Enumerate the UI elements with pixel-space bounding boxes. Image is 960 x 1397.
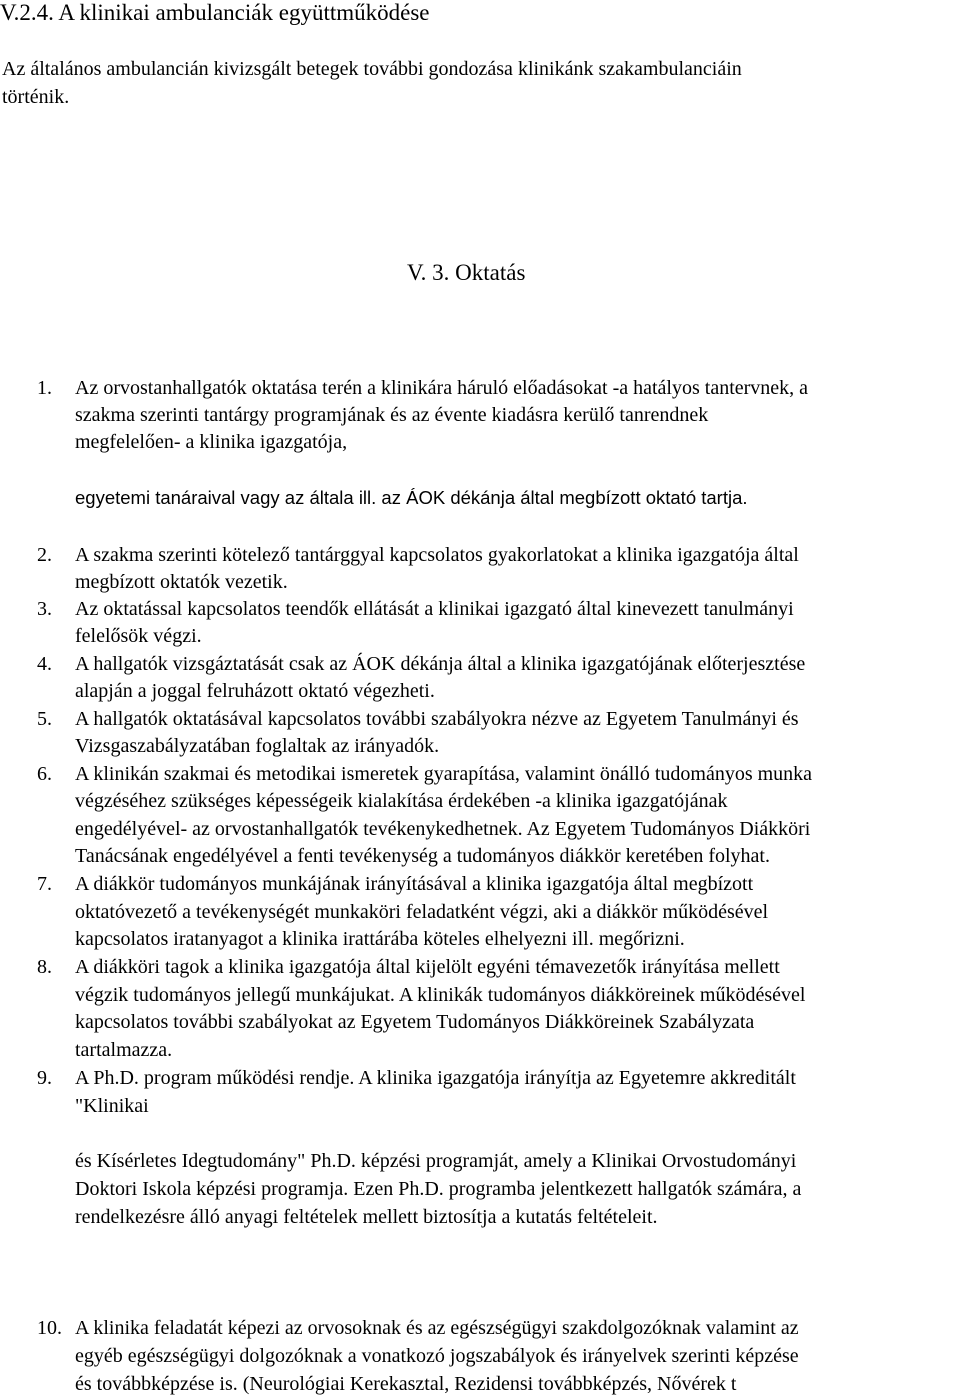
- item-line: Vizsgaszabályzatában foglaltak az irányadók.: [75, 735, 440, 757]
- item-line: kapcsolatos iratanyagot a klinika irattárába köteles elhelyezni ill. megőrizni.: [75, 928, 685, 950]
- item-number: 9.: [37, 1067, 52, 1089]
- item-line: A Ph.D. program működési rendje. A klinika igazgatója irányítja az Egyetemre akkreditált: [75, 1067, 796, 1089]
- item-line: Az oktatással kapcsolatos teendők ellátását a klinikai igazgató által kinevezett tanulmányi: [75, 598, 794, 620]
- item-line: Doktori Iskola képzési programja. Ezen Ph.D. programba jelentkezett hallgatók számára, a: [75, 1178, 802, 1200]
- item-continuation: egyetemi tanáraival vagy az általa ill. az ÁOK dékánja által megbízott oktató tartja.: [75, 487, 748, 508]
- item-number: 5.: [37, 708, 52, 730]
- item-line: végzik tudományos jellegű munkájukat. A klinikák tudományos diákköreinek működésével: [75, 984, 806, 1006]
- item-line: A diákköri tagok a klinika igazgatója által kijelölt egyéni témavezetők irányítása mellett: [75, 956, 780, 978]
- item-number: 8.: [37, 956, 52, 978]
- item-number: 6.: [37, 763, 52, 785]
- item-number: 2.: [37, 544, 52, 566]
- item-number: 3.: [37, 598, 52, 620]
- section-title: V.2.4. A klinikai ambulanciák együttműködése: [0, 0, 430, 25]
- item-line: A szakma szerinti kötelező tantárggyal kapcsolatos gyakorlatokat a klinika igazgatója által: [75, 544, 799, 566]
- item-line: és továbbképzése is. (Neurológiai Kerekasztal, Rezidensi továbbképzés, Nővérek t: [75, 1373, 737, 1395]
- item-line: "Klinikai: [75, 1095, 149, 1117]
- item-line: A klinika feladatát képezi az orvosoknak és az egészségügyi szakdolgozóknak valamint az: [75, 1317, 799, 1339]
- item-number: 4.: [37, 653, 52, 675]
- item-line: Az orvostanhallgatók oktatása terén a klinikára háruló előadásokat -a hatályos tantervnek, a: [75, 377, 809, 399]
- item-number: 1.: [37, 377, 52, 399]
- item-line: engedélyével- az orvostanhallgatók tevékenykedhetnek. Az Egyetem Tudományos Diákköri: [75, 818, 811, 840]
- item-line: felelősök végzi.: [75, 625, 202, 647]
- item-line: megfelelően- a klinika igazgatója,: [75, 431, 348, 453]
- item-line: megbízott oktatók vezetik.: [75, 571, 288, 593]
- item-line: oktatóvezető a tevékenységét munkaköri feladatként végzi, aki a diákkör működésével: [75, 901, 769, 923]
- item-line: kapcsolatos további szabályokat az Egyetem Tudományos Diákköreinek Szabályzata: [75, 1011, 755, 1033]
- item-line: szakma szerinti tantárgy programjának és az évente kiadásra kerülő tanrendnek: [75, 404, 709, 426]
- item-number: 10.: [37, 1317, 62, 1339]
- item-number: 7.: [37, 873, 52, 895]
- item-line: A hallgatók oktatásával kapcsolatos további szabályokra nézve az Egyetem Tanulmányi és: [75, 708, 799, 730]
- item-line: tartalmazza.: [75, 1039, 173, 1061]
- item-line: alapján a joggal felruházott oktató végezheti.: [75, 680, 435, 702]
- item-line: Tanácsának engedélyével a fenti tevékenység a tudományos diákkör keretében folyhat.: [75, 845, 770, 867]
- intro-line: Az általános ambulancián kivizsgált betegek további gondozása klinikánk szakambulanciáin: [2, 58, 742, 80]
- intro-line: történik.: [2, 86, 70, 108]
- subsection-title: V. 3. Oktatás: [407, 260, 526, 285]
- item-line: és Kísérletes Idegtudomány" Ph.D. képzési programját, amely a Klinikai Orvostudományi: [75, 1150, 797, 1172]
- item-line: egyéb egészségügyi dolgozóknak a vonatkozó jogszabályok és irányelvek szerinti képzése: [75, 1345, 799, 1367]
- item-line: A diákkör tudományos munkájának irányításával a klinika igazgatója által megbízott: [75, 873, 754, 895]
- item-line: A klinikán szakmai és metodikai ismeretek gyarapítása, valamint önálló tudományos munka: [75, 763, 813, 785]
- item-line: rendelkezésre álló anyagi feltételek mellett biztosítja a kutatás feltételeit.: [75, 1206, 658, 1228]
- item-line: A hallgatók vizsgáztatását csak az ÁOK dékánja által a klinika igazgatójának előterjesztése: [75, 653, 806, 675]
- item-line: végzéséhez szükséges képességeik kialakítása érdekében -a klinika igazgatójának: [75, 790, 728, 812]
